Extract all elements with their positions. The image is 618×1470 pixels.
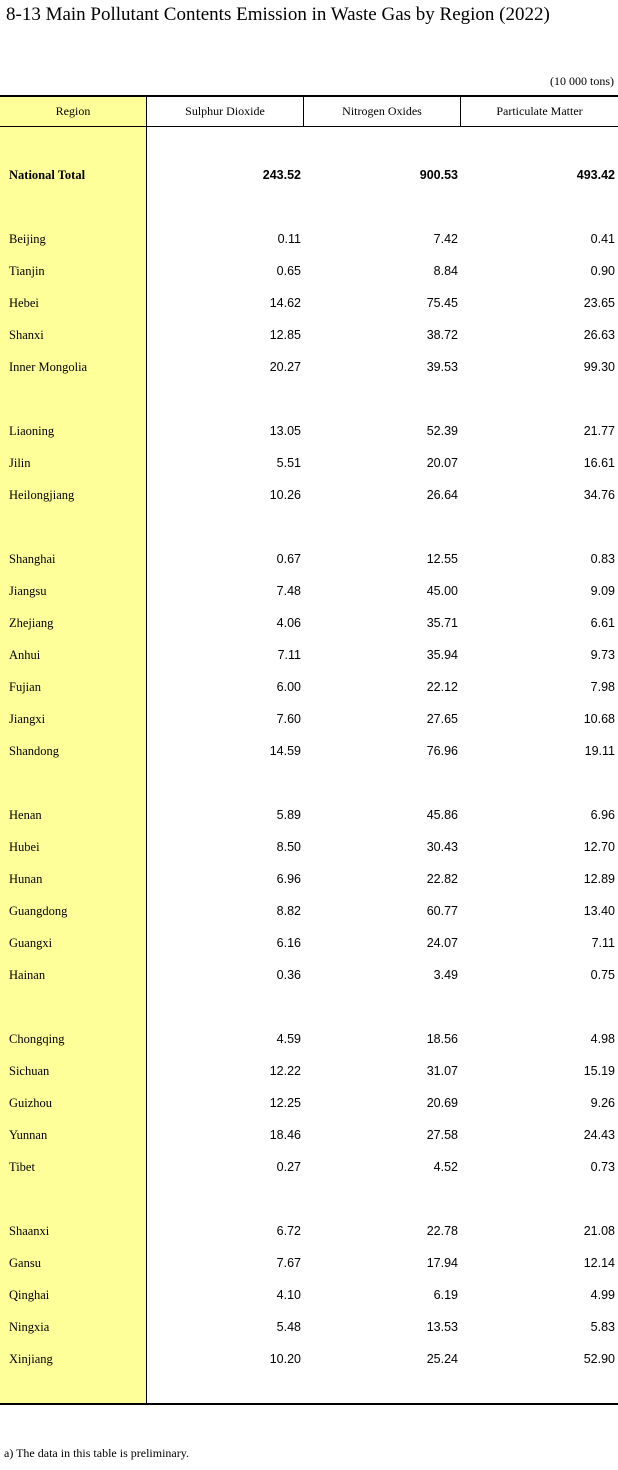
table-row — [0, 543, 618, 575]
header-region: Region — [0, 97, 147, 126]
table-row — [0, 351, 618, 383]
region-name: Guizhou — [9, 1095, 53, 1110]
particulate-matter-value: 9.73 — [590, 648, 615, 662]
nitrogen-oxides-value: 75.45 — [426, 296, 458, 310]
page-title: 8-13 Main Pollutant Contents Emission in Waste Gas by Region (2022) — [6, 4, 550, 25]
particulate-matter-value: 16.61 — [583, 456, 615, 470]
table-header — [0, 97, 618, 127]
header-sulphur-dioxide: Sulphur Dioxide — [147, 97, 304, 126]
nitrogen-oxides-value: 17.94 — [426, 1256, 458, 1270]
table-row — [0, 1343, 618, 1375]
sulphur-dioxide-value: 7.48 — [276, 584, 301, 598]
particulate-matter-value: 12.70 — [583, 840, 615, 854]
table-row — [0, 1311, 618, 1343]
table-row — [0, 223, 618, 255]
particulate-matter-value: 13.40 — [583, 904, 615, 918]
table-row — [0, 959, 618, 991]
sulphur-dioxide-value: 5.89 — [276, 808, 301, 822]
region-name: Chongqing — [9, 1031, 65, 1046]
region-name: Ningxia — [9, 1319, 50, 1334]
region-name: Inner Mongolia — [9, 359, 88, 374]
region-name: Shaanxi — [9, 1223, 50, 1238]
sulphur-dioxide-value: 0.11 — [277, 232, 301, 246]
nitrogen-oxides-value: 31.07 — [426, 1064, 458, 1078]
particulate-matter-value: 9.26 — [590, 1096, 615, 1110]
nitrogen-oxides-value: 35.94 — [426, 648, 458, 662]
region-name: Shanghai — [9, 551, 56, 566]
nitrogen-oxides-value: 4.52 — [433, 1160, 458, 1174]
particulate-matter-value: 99.30 — [583, 360, 615, 374]
nitrogen-oxides-value: 39.53 — [426, 360, 458, 374]
particulate-matter-value: 34.76 — [583, 488, 615, 502]
sulphur-dioxide-value: 14.59 — [269, 744, 301, 758]
table-row — [0, 447, 618, 479]
region-name: Zhejiang — [9, 615, 54, 630]
table-row — [0, 863, 618, 895]
sulphur-dioxide-value: 12.22 — [269, 1064, 301, 1078]
sulphur-dioxide-value: 10.26 — [269, 488, 301, 502]
nitrogen-oxides-value: 20.69 — [426, 1096, 458, 1110]
particulate-matter-value: 4.99 — [590, 1288, 615, 1302]
sulphur-dioxide-value: 18.46 — [269, 1128, 301, 1142]
nitrogen-oxides-value: 6.19 — [433, 1288, 458, 1302]
unit-label: (10 000 tons) — [550, 74, 614, 88]
region-name: Qinghai — [9, 1287, 50, 1302]
sulphur-dioxide-value: 0.65 — [276, 264, 301, 278]
particulate-matter-value: 9.09 — [590, 584, 615, 598]
region-name: Jilin — [9, 455, 31, 470]
sulphur-dioxide-value: 8.82 — [276, 904, 301, 918]
region-name: Henan — [9, 807, 42, 822]
region-name: Xinjiang — [9, 1351, 53, 1366]
region-name: Beijing — [9, 231, 46, 246]
particulate-matter-value: 12.14 — [583, 1256, 615, 1270]
table-row — [0, 703, 618, 735]
region-name: Liaoning — [9, 423, 55, 438]
particulate-matter-value: 5.83 — [590, 1320, 615, 1334]
sulphur-dioxide-value: 6.16 — [276, 936, 301, 950]
sulphur-dioxide-value: 20.27 — [269, 360, 301, 374]
table-body — [0, 127, 618, 1375]
nitrogen-oxides-value: 45.86 — [426, 808, 458, 822]
group-spacer — [0, 991, 618, 1023]
sulphur-dioxide-value: 12.85 — [269, 328, 301, 342]
particulate-matter-value: 19.11 — [584, 744, 615, 758]
nitrogen-oxides-value: 18.56 — [426, 1032, 458, 1046]
region-name: Yunnan — [9, 1127, 48, 1142]
region-name: Fujian — [9, 679, 41, 694]
table-row — [0, 639, 618, 671]
nitrogen-oxides-value: 8.84 — [433, 264, 458, 278]
table-row — [0, 895, 618, 927]
nitrogen-oxides-value: 38.72 — [426, 328, 458, 342]
nitrogen-oxides-value: 25.24 — [426, 1352, 458, 1366]
particulate-matter-value: 4.98 — [590, 1032, 615, 1046]
region-name: Hunan — [9, 871, 43, 886]
sulphur-dioxide-value: 8.50 — [276, 840, 301, 854]
table-row — [0, 1215, 618, 1247]
sulphur-dioxide-value: 7.11 — [277, 648, 301, 662]
table-row — [0, 255, 618, 287]
particulate-matter-value: 10.68 — [583, 712, 615, 726]
region-name: Hebei — [9, 295, 39, 310]
region-name: Tianjin — [9, 263, 45, 278]
table-row — [0, 735, 618, 767]
group-spacer — [0, 511, 618, 543]
region-name: Shandong — [9, 743, 59, 758]
table-row — [0, 831, 618, 863]
region-name: National Total — [9, 167, 86, 182]
table-row — [0, 607, 618, 639]
group-spacer — [0, 383, 618, 415]
table-row — [0, 287, 618, 319]
sulphur-dioxide-value: 5.51 — [276, 456, 301, 470]
particulate-matter-value: 12.89 — [583, 872, 615, 886]
table-row — [0, 671, 618, 703]
table-row — [0, 1247, 618, 1279]
nitrogen-oxides-value: 76.96 — [426, 744, 458, 758]
region-name: Hainan — [9, 967, 46, 982]
particulate-matter-value: 15.19 — [583, 1064, 615, 1078]
group-spacer — [0, 1183, 618, 1215]
sulphur-dioxide-value: 5.48 — [276, 1320, 301, 1334]
particulate-matter-value: 21.08 — [583, 1224, 615, 1238]
group-spacer — [0, 767, 618, 799]
table-row — [0, 479, 618, 511]
particulate-matter-value: 23.65 — [583, 296, 615, 310]
region-name: Jiangxi — [9, 711, 46, 726]
sulphur-dioxide-value: 13.05 — [269, 424, 301, 438]
region-name: Jiangsu — [9, 583, 47, 598]
table-row — [0, 1151, 618, 1183]
particulate-matter-value: 6.96 — [590, 808, 615, 822]
particulate-matter-value: 6.61 — [590, 616, 615, 630]
sulphur-dioxide-value: 4.10 — [276, 1288, 301, 1302]
particulate-matter-value: 493.42 — [576, 168, 615, 182]
sulphur-dioxide-value: 7.67 — [276, 1256, 301, 1270]
particulate-matter-value: 24.43 — [583, 1128, 615, 1142]
sulphur-dioxide-value: 0.27 — [276, 1160, 301, 1174]
table-row — [0, 1087, 618, 1119]
particulate-matter-value: 0.83 — [590, 552, 615, 566]
sulphur-dioxide-value: 243.52 — [262, 168, 301, 182]
particulate-matter-value: 7.11 — [591, 936, 615, 950]
table-row — [0, 319, 618, 351]
sulphur-dioxide-value: 12.25 — [269, 1096, 301, 1110]
region-name: Guangxi — [9, 935, 53, 950]
nitrogen-oxides-value: 3.49 — [433, 968, 458, 982]
sulphur-dioxide-value: 10.20 — [269, 1352, 301, 1366]
particulate-matter-value: 52.90 — [583, 1352, 615, 1366]
region-name: Hubei — [9, 839, 40, 854]
table-row — [0, 927, 618, 959]
sulphur-dioxide-value: 0.67 — [276, 552, 301, 566]
nitrogen-oxides-value: 20.07 — [426, 456, 458, 470]
header-nitrogen-oxides: Nitrogen Oxides — [304, 97, 461, 126]
region-name: Heilongjiang — [9, 487, 75, 502]
sulphur-dioxide-value: 0.36 — [276, 968, 301, 982]
nitrogen-oxides-value: 27.58 — [426, 1128, 458, 1142]
particulate-matter-value: 26.63 — [583, 328, 615, 342]
nitrogen-oxides-value: 22.12 — [426, 680, 458, 694]
particulate-matter-value: 0.41 — [590, 232, 615, 246]
region-name: Shanxi — [9, 327, 44, 342]
table-row — [0, 799, 618, 831]
region-name: Guangdong — [9, 903, 68, 918]
nitrogen-oxides-value: 7.42 — [433, 232, 458, 246]
nitrogen-oxides-value: 24.07 — [426, 936, 458, 950]
data-table — [0, 95, 618, 1405]
table-row — [0, 1023, 618, 1055]
sulphur-dioxide-value: 4.59 — [276, 1032, 301, 1046]
particulate-matter-value: 0.73 — [590, 1160, 615, 1174]
nitrogen-oxides-value: 13.53 — [426, 1320, 458, 1334]
table-row — [0, 1055, 618, 1087]
table-row — [0, 1119, 618, 1151]
sulphur-dioxide-value: 6.00 — [276, 680, 301, 694]
nitrogen-oxides-value: 35.71 — [426, 616, 458, 630]
nitrogen-oxides-value: 52.39 — [426, 424, 458, 438]
nitrogen-oxides-value: 60.77 — [426, 904, 458, 918]
sulphur-dioxide-value: 6.96 — [276, 872, 301, 886]
table-row — [0, 415, 618, 447]
nitrogen-oxides-value: 26.64 — [426, 488, 458, 502]
sulphur-dioxide-value: 14.62 — [269, 296, 301, 310]
particulate-matter-value: 21.77 — [583, 424, 615, 438]
group-spacer — [0, 191, 618, 223]
nitrogen-oxides-value: 27.65 — [426, 712, 458, 726]
region-name: Gansu — [9, 1255, 41, 1270]
region-name: Anhui — [9, 647, 41, 662]
particulate-matter-value: 0.90 — [590, 264, 615, 278]
particulate-matter-value: 7.98 — [590, 680, 615, 694]
nitrogen-oxides-value: 22.82 — [426, 872, 458, 886]
nitrogen-oxides-value: 45.00 — [426, 584, 458, 598]
group-spacer — [0, 127, 618, 159]
sulphur-dioxide-value: 6.72 — [276, 1224, 301, 1238]
footnote: a) The data in this table is preliminary. — [4, 1446, 189, 1460]
sulphur-dioxide-value: 4.06 — [276, 616, 301, 630]
table-row — [0, 575, 618, 607]
header-particulate-matter: Particulate Matter — [496, 104, 583, 118]
table-row — [0, 1279, 618, 1311]
nitrogen-oxides-value: 900.53 — [419, 168, 458, 182]
region-name: Sichuan — [9, 1063, 50, 1078]
nitrogen-oxides-value: 30.43 — [426, 840, 458, 854]
national-total-row — [0, 159, 618, 191]
particulate-matter-value: 0.75 — [590, 968, 615, 982]
region-name: Tibet — [9, 1159, 35, 1174]
sulphur-dioxide-value: 7.60 — [276, 712, 301, 726]
nitrogen-oxides-value: 22.78 — [426, 1224, 458, 1238]
nitrogen-oxides-value: 12.55 — [426, 552, 458, 566]
